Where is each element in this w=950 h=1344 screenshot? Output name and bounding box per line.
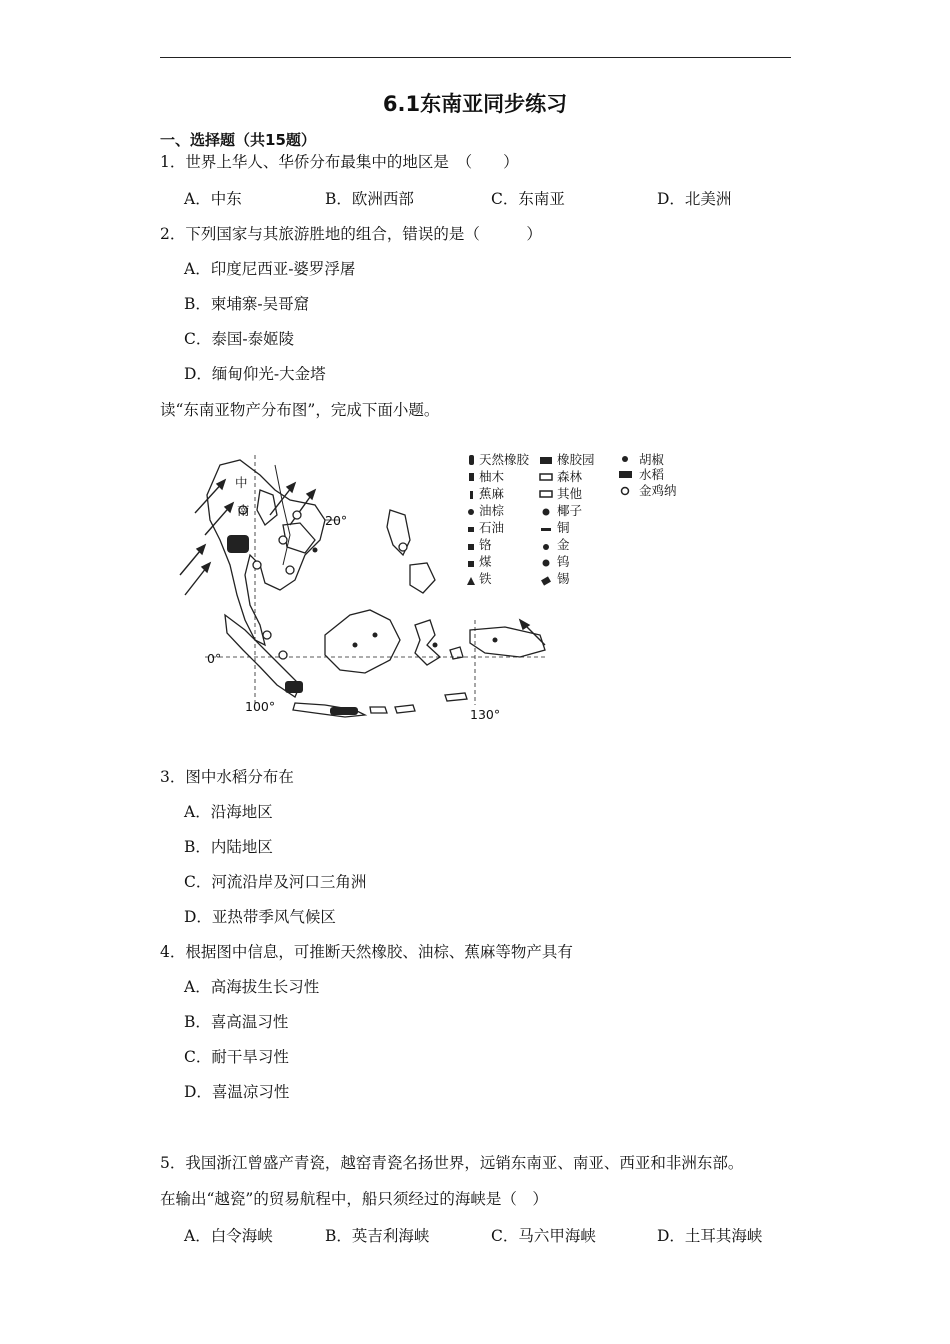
q1-option-c[interactable]: C．东南亚	[491, 190, 565, 208]
q4-option-a[interactable]: A．高海拔生长习性	[184, 978, 320, 996]
legend-c1-0: 天然橡胶	[479, 452, 530, 467]
map-intro: 读“东南亚物产分布图”，完成下面小题。	[160, 401, 440, 419]
q2-option-d[interactable]: D．缅甸仰光-大金塔	[184, 365, 326, 383]
header-rule	[160, 57, 791, 58]
legend-c2-6: 钨	[557, 554, 570, 569]
q5-option-b[interactable]: B．英吉利海峡	[325, 1227, 430, 1245]
q3-option-c[interactable]: C．河流沿岸及河口三角洲	[184, 873, 367, 891]
map-label-lat0: 0°	[207, 651, 222, 666]
legend-c3-1: 水稻	[639, 467, 665, 482]
q2-option-c[interactable]: C．泰国-泰姬陵	[184, 330, 295, 348]
map-label-china: 中	[235, 475, 248, 490]
map-label-lat20: 20°	[325, 513, 348, 528]
section-heading: 一、选择题（共15题）	[160, 131, 316, 149]
q4-option-c[interactable]: C．耐干旱习性	[184, 1048, 289, 1066]
legend-c2-0: 橡胶园	[557, 452, 595, 467]
legend-c1-5: 铬	[479, 537, 492, 552]
legend-c2-3: 椰子	[557, 503, 583, 518]
legend-c2-4: 铜	[557, 520, 570, 535]
q3-option-b[interactable]: B．内陆地区	[184, 838, 273, 856]
q2-option-a[interactable]: A．印度尼西亚-婆罗浮屠	[184, 260, 356, 278]
legend-c2-1: 森林	[557, 469, 583, 484]
q1-option-d[interactable]: D．北美洲	[657, 190, 732, 208]
question-4-stem: 4．根据图中信息，可推断天然橡胶、油棕、蕉麻等物产具有	[160, 943, 573, 961]
legend-c2-7: 锡	[557, 571, 570, 586]
legend-c1-3: 油棕	[479, 503, 505, 518]
page-title: 6.1东南亚同步练习	[382, 92, 568, 116]
q1-option-a[interactable]: A．中东	[184, 190, 242, 208]
legend-c1-4: 石油	[479, 520, 505, 535]
question-2-stem: 2．下列国家与其旅游胜地的组合，错误的是（ ）	[160, 225, 542, 243]
map-label-south: 南	[237, 503, 250, 518]
question-5-stem-line1: 5．我国浙江曾盛产青瓷，越窑青瓷名扬世界，远销东南亚、南亚、西亚和非洲东部。	[160, 1154, 744, 1172]
legend-c2-5: 金	[557, 537, 570, 552]
map-label-lon130: 130°	[470, 707, 501, 722]
q3-option-d[interactable]: D．亚热带季风气候区	[184, 908, 336, 926]
legend-c1-2: 蕉麻	[479, 486, 505, 501]
map-label-lon100: 100°	[245, 699, 276, 714]
legend-c1-6: 煤	[479, 554, 492, 569]
legend-c2-2: 其他	[557, 486, 583, 501]
q2-option-b[interactable]: B．柬埔寨-吴哥窟	[184, 295, 310, 313]
question-3-stem: 3．图中水稻分布在	[160, 768, 294, 786]
question-5-stem-line2: 在输出“越瓷”的贸易航程中，船只须经过的海峡是（ ）	[160, 1190, 548, 1208]
q4-option-b[interactable]: B．喜高温习性	[184, 1013, 289, 1031]
southeast-asia-products-map	[165, 445, 710, 725]
q5-option-d[interactable]: D．土耳其海峡	[657, 1227, 763, 1245]
legend-c1-7: 铁	[479, 571, 492, 586]
question-1-stem: 1．世界上华人、华侨分布最集中的地区是 （ ）	[160, 153, 519, 171]
q5-option-a[interactable]: A．白令海峡	[184, 1227, 273, 1245]
q5-option-c[interactable]: C．马六甲海峡	[491, 1227, 596, 1245]
q3-option-a[interactable]: A．沿海地区	[184, 803, 273, 821]
map-legend	[467, 452, 677, 586]
q4-option-d[interactable]: D．喜温凉习性	[184, 1083, 290, 1101]
legend-c3-0: 胡椒	[639, 452, 665, 467]
legend-c3-2: 金鸡纳	[639, 483, 677, 498]
q1-option-b[interactable]: B．欧洲西部	[325, 190, 414, 208]
legend-c1-1: 柚木	[479, 469, 505, 484]
